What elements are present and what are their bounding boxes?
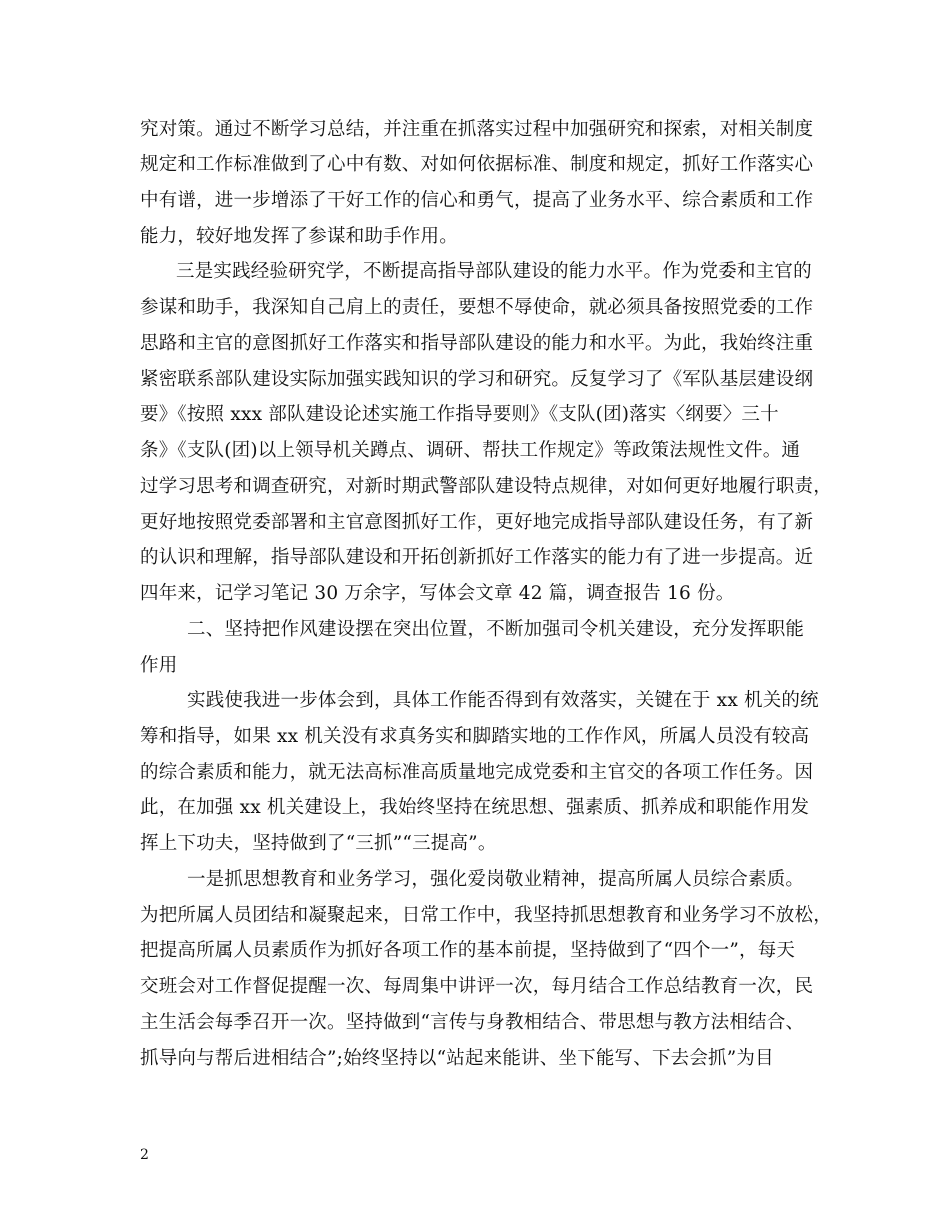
body-text-line: 能力，较好地发挥了参谋和助手作用。 [140,226,458,247]
body-text-line: 中有谱，进一步增添了干好工作的信心和勇气，提高了业务水平、综合素质和工作 [140,190,814,211]
section-heading-line: 二、坚持把作风建设摆在突出位置，不断加强司令机关建设，充分发挥职能 [187,619,805,640]
paragraph-start-line: 三是实践经验研究学，不断提高指导部队建设的能力水平。作为党委和主官的 [176,261,812,282]
body-text-line: 的认识和理解，指导部队建设和开拓创新抓好工作落实的能力有了进一步提高。近 [140,547,814,568]
body-text-line: 要》《按照 xxx 部队建设论述实施工作指导要则》《支队(团)落实〈纲要〉三十 [140,404,779,425]
body-text-line: 思路和主官的意图抓好工作落实和指导部队建设的能力和水平。为此，我始终注重 [140,333,814,354]
body-text-line: 紧密联系部队建设实际加强实践知识的学习和研究。反复学习了《军队基层建设纲 [140,369,814,390]
body-text-line: 更好地按照党委部署和主官意图抓好工作，更好地完成指导部队建设任务，有了新 [140,512,814,533]
body-text-line: 过学习思考和调查研究，对新时期武警部队建设特点规律，对如何更好地履行职责， [140,476,832,497]
body-text-line: 筹和指导，如果 xx 机关没有求真务实和脚踏实地的工作作风，所属人员没有较高 [140,726,810,747]
body-text-line: 主生活会每季召开一次。坚持做到“言传与身教相结合、带思想与教方法相结合、 [140,1012,805,1033]
body-text-line: 为把所属人员团结和凝聚起来，日常工作中，我坚持抓思想教育和业务学习不放松， [140,905,832,926]
body-text-line: 的综合素质和能力，就无法高标准高质量地完成党委和主官交的各项工作任务。因 [140,762,814,783]
paragraph-start-line: 实践使我进一步体会到，具体工作能否得到有效落实，关键在于 xx 机关的统 [187,690,819,711]
section-heading-line: 作用 [140,655,178,676]
body-text-line: 挥上下功夫，坚持做到了“三抓”“三提高”。 [140,833,497,854]
body-text-line: 参谋和助手，我深知自己肩上的责任，要想不辱使命，就必须具备按照党委的工作 [140,297,814,318]
body-text-line: 交班会对工作督促提醒一次、每周集中讲评一次，每月结合工作总结教育一次，民 [140,976,814,997]
body-text-line: 把提高所属人员素质作为抓好各项工作的基本前提，坚持做到了“四个一”，每天 [140,940,796,961]
page-number: 2 [140,1147,149,1163]
body-text-line: 规定和工作标准做到了心中有数、对如何依据标准、制度和规定，抓好工作落实心 [140,154,814,175]
body-text-line: 抓导向与帮后进相结合”;始终坚持以“站起来能讲、坐下能写、下去会抓”为目 [140,1048,774,1069]
body-text-line: 四年来，记学习笔记 30 万余字，写体会文章 42 篇，调查报告 16 份。 [140,583,735,604]
body-text-line: 条》《支队(团)以上领导机关蹲点、调研、帮扶工作规定》等政策法规性文件。通 [140,440,801,461]
body-text-line: 究对策。通过不断学习总结，并注重在抓落实过程中加强研究和探索，对相关制度 [140,119,814,140]
paragraph-start-line: 一是抓思想教育和业务学习，强化爱岗敬业精神，提高所属人员综合素质。 [187,869,805,890]
body-text-line: 此，在加强 xx 机关建设上，我始终坚持在统思想、强素质、抓养成和职能作用发 [140,797,810,818]
